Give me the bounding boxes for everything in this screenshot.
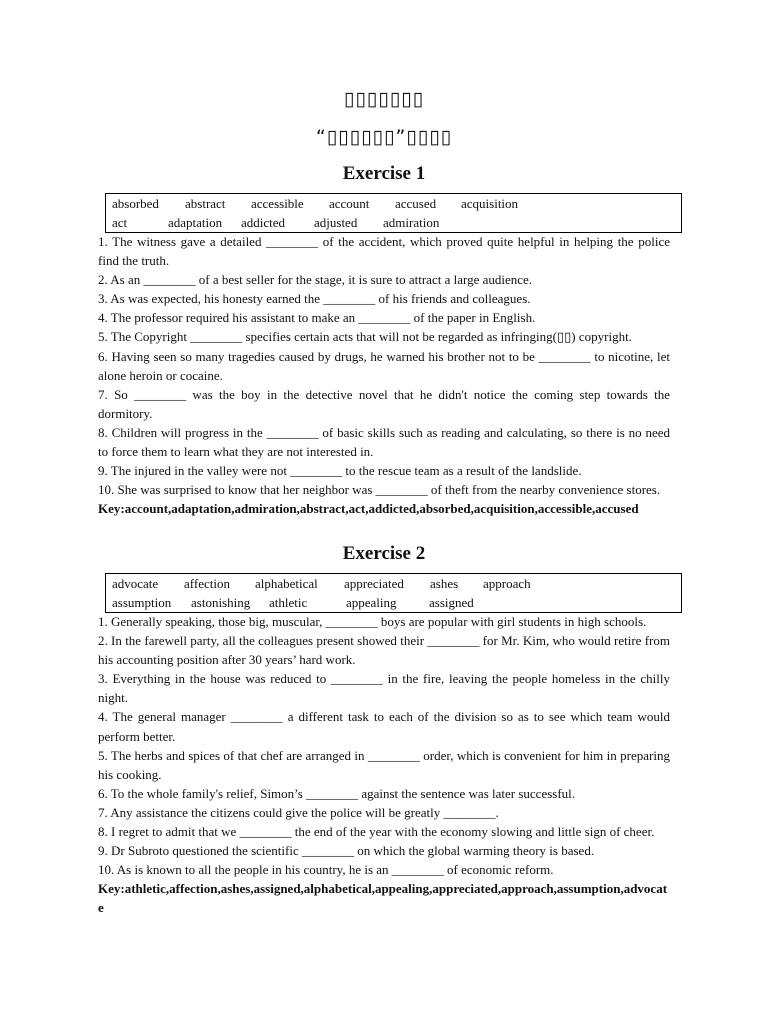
question-item: 3. Everything in the house was reduced to ________ in the fire, leaving the people homeless in the chilly night. bbox=[98, 671, 670, 706]
document-title: ▯▯▯▯▯▯▯ bbox=[343, 88, 425, 110]
word-bank-row bbox=[106, 593, 681, 612]
word-bank-word: affection bbox=[184, 576, 230, 591]
word-bank-word: advocate bbox=[112, 576, 159, 591]
question-item: 2. As an ________ of a best seller for the stage, it is sure to attract a large audience. bbox=[98, 272, 533, 288]
word-bank-word: appealing bbox=[346, 595, 397, 610]
word-bank-word: assigned bbox=[429, 595, 474, 610]
word-bank-word: account bbox=[329, 196, 370, 211]
question-item: 6. Having seen so many tragedies caused by drugs, he warned his brother not to be ________ to nicotine, let alone heroin or cocaine. bbox=[98, 348, 670, 383]
answer-key: Key:athletic,affection,ashes,assigned,alphabetical,appealing,appreciated,approach,assumption,advocate bbox=[98, 881, 668, 916]
word-bank-row bbox=[106, 574, 681, 593]
question-item: 1. The witness gave a detailed ________ of the accident, which proved quite helpful in helping the police find the truth. bbox=[98, 234, 670, 269]
exercise-2-questions bbox=[98, 612, 670, 918]
word-bank-word: accused bbox=[395, 196, 437, 211]
word-bank-row bbox=[106, 213, 681, 232]
word-bank-word: abstract bbox=[185, 196, 226, 211]
question-item: 8. Children will progress in the ________ of basic skills such as reading and calculating, so there is no need to force them to learn what they are not interested in. bbox=[98, 424, 670, 460]
word-bank-row bbox=[106, 194, 681, 213]
document-subtitle: “▯▯▯▯▯▯”▯▯▯▯ bbox=[315, 126, 453, 148]
exercise-2-word-bank bbox=[105, 573, 682, 613]
question-item: 10. As is known to all the people in his country, he is an ________ of economic reform. bbox=[98, 862, 554, 878]
word-bank-word: admiration bbox=[383, 215, 440, 230]
question-item: 9. Dr Subroto questioned the scientific ________ on which the global warming theory is based. bbox=[98, 843, 595, 859]
question-item: 2. In the farewell party, all the colleagues present showed their ________ for Mr. Kim, who would retire from his accounting position after 30 years’ hard work. bbox=[98, 633, 670, 668]
word-bank-word: absorbed bbox=[112, 196, 159, 211]
word-bank-word: accessible bbox=[251, 196, 304, 211]
word-bank-word: acquisition bbox=[461, 196, 519, 211]
question-item: 5. The herbs and spices of that chef are arranged in ________ order, which is convenient for him in preparing his cooking. bbox=[98, 747, 670, 782]
question-item: 5. The Copyright ________ specifies certain acts that will not be regarded as infringing(▯▯) copyright. bbox=[98, 329, 632, 345]
question-item: 6. To the whole family's relief, Simon’s ________ against the sentence was later successful. bbox=[98, 785, 576, 801]
question-item: 4. The general manager ________ a different task to each of the division so as to see which team would perform better. bbox=[98, 709, 670, 744]
question-item: 7. Any assistance the citizens could give the police will be greatly ________. bbox=[98, 804, 499, 820]
word-bank-word: addicted bbox=[241, 215, 286, 230]
question-item: 10. She was surprised to know that her neighbor was ________ of theft from the nearby convenience stores. bbox=[98, 482, 661, 498]
exercise-2-title: Exercise 2 bbox=[342, 543, 426, 564]
word-bank-word: assumption bbox=[112, 595, 172, 610]
word-bank-word: approach bbox=[483, 576, 531, 591]
word-bank-word: ashes bbox=[430, 576, 459, 591]
word-bank-word: appreciated bbox=[344, 576, 404, 591]
word-bank-word: adaptation bbox=[168, 215, 223, 230]
question-item: 7. So ________ was the boy in the detective novel that he didn't notice the coming step towards the dormitory. bbox=[98, 386, 670, 421]
word-bank-word: adjusted bbox=[314, 215, 358, 230]
exercise-1-questions bbox=[98, 232, 670, 518]
question-item: 9. The injured in the valley were not ________ to the rescue team as a result of the landslide. bbox=[98, 463, 582, 479]
word-bank-word: athletic bbox=[269, 595, 308, 610]
question-item: 3. As was expected, his honesty earned the ________ of his friends and colleagues. bbox=[98, 291, 531, 307]
question-item: 1. Generally speaking, those big, muscular, ________ boys are popular with girl students in high schools. bbox=[98, 614, 647, 629]
question-item: 4. The professor required his assistant to make an ________ of the paper in English. bbox=[98, 310, 536, 326]
question-item: 8. I regret to admit that we ________ the end of the year with the economy slowing and little sign of cheer. bbox=[98, 824, 655, 840]
exercise-1-title: Exercise 1 bbox=[342, 163, 426, 184]
word-bank-word: astonishing bbox=[191, 595, 251, 610]
exercise-1-word-bank bbox=[105, 193, 682, 233]
word-bank-word: act bbox=[112, 215, 128, 230]
answer-key: Key:account,adaptation,admiration,abstract,act,addicted,absorbed,acquisition,accessible,accused bbox=[98, 501, 639, 517]
word-bank-word: alphabetical bbox=[255, 576, 318, 591]
